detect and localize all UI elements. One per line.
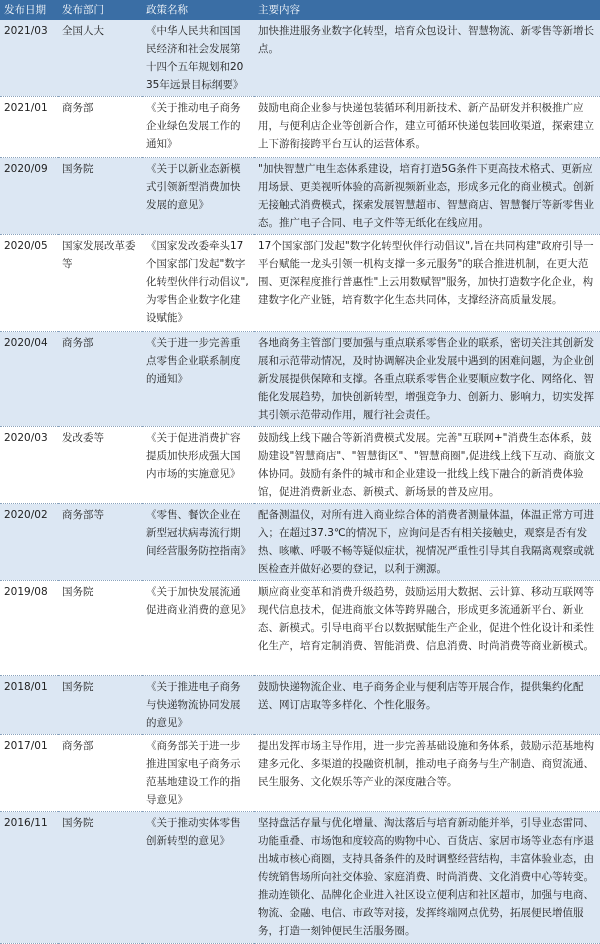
cell-date: 2020/02 — [0, 504, 58, 581]
cell-date: 2019/08 — [0, 581, 58, 676]
header-content: 主要内容 — [254, 0, 600, 20]
cell-date: 2020/05 — [0, 235, 58, 332]
cell-name: 《关于加快发展流通促进商业消费的意见》 — [142, 581, 254, 676]
table-row — [0, 735, 600, 812]
cell-name: 《关于以新业态新模式引领新型消费加快发展的意见》 — [142, 158, 254, 235]
table-row — [0, 332, 600, 427]
cell-date: 2020/03 — [0, 427, 58, 504]
cell-date: 2016/11 — [0, 812, 58, 944]
cell-name: 《关于推动电子商务企业绿色发展工作的通知》 — [142, 97, 254, 158]
cell-content: 坚持盘活存量与优化增量、淘汰落后与培育新动能并举，引导业态雷同、功能重叠、市场饱和度较高的购物中心、百货店、家居市场等业态有序退出城市核心商圈，支持具备条件的及时调整经营结构，丰富体验业态，由传统销售场所向社交体验、家庭消费、时尚消费、文化消费中心等转变。推动连锁化、品牌化企业进入社区设立便利店和社区超市，加强与电商、物流、金融、电信、市政等对接，发挥终端网点优势，拓展便民增值服务，打造一刻钟便民生活服务圈。 — [254, 812, 600, 944]
table-row — [0, 235, 600, 332]
cell-dept: 全国人大 — [58, 20, 142, 97]
cell-date: 2021/03 — [0, 20, 58, 97]
cell-dept: 发改委等 — [58, 427, 142, 504]
table-row — [0, 97, 600, 158]
cell-content: 鼓励快递物流企业、电子商务企业与便利店等开展合作，提供集约化配送、网订店取等多样化、个性化服务。 — [254, 676, 600, 735]
cell-content: 鼓励线上线下融合等新消费模式发展。完善"互联网+"消费生态体系，鼓励建设"智慧商店"、"智慧街区"、"智慧商圈",促进线上线下互动、商旅文体协同。鼓励有条件的城市和企业建设一批线上线下融合的新消费体验馆，促进消费新业态、新模式、新场景的普及应用。 — [254, 427, 600, 504]
cell-dept: 国务院 — [58, 158, 142, 235]
table-row — [0, 581, 600, 676]
cell-name: 《关于推进电子商务与快递物流协同发展的意见》 — [142, 676, 254, 735]
cell-content: 各地商务主管部门要加强与重点联系零售企业的联系，密切关注其创新发展和示范带动情况，及时协调解决企业发展中遇到的困难问题，为企业创新发展提供保障和支撑。各重点联系零售企业要顺应数字化、网络化、智能化发展趋势，加快创新转型，增强竞争力、创新力、影响力，切实发挥其引领示范带动作用，履行社会责任。 — [254, 332, 600, 427]
cell-dept: 国务院 — [58, 812, 142, 944]
cell-dept: 商务部 — [58, 735, 142, 812]
cell-dept: 国务院 — [58, 676, 142, 735]
cell-content: "加快智慧广电生态体系建设，培育打造5G条件下更高技术格式、更新应用场景、更美视听体验的高新视频新业态，形成多元化的商业模式。创新无接触式消费模式，探索发展智慧超市、智慧商店、智慧餐厅等新零售业态。推广电子合同、电子文件等无纸化在线应用。 — [254, 158, 600, 235]
cell-date: 2017/01 — [0, 735, 58, 812]
cell-dept: 国家发展改革委等 — [58, 235, 142, 332]
table-header-row — [0, 0, 600, 20]
cell-content: 鼓励电商企业参与快递包装循环利用新技术、新产品研发并积极推广应用，与便利店企业等创新合作，建立可循环快递包装回收渠道，探索建立上下游衔接跨平台互认的运营体系。 — [254, 97, 600, 158]
cell-content: 17个国家部门发起"数字化转型伙伴行动倡议",旨在共同构建"政府引导一平台赋能一龙头引领一机构支撑一多元服务"的联合推进机制，在更大范围、更深程度推行普惠性"上云用数赋智"服务，加快打造数字化企业，构建数字化产业链，培育数字化生态共同体，支撑经济高质量发展。 — [254, 235, 600, 332]
header-dept: 发布部门 — [58, 0, 142, 20]
header-name: 政策名称 — [142, 0, 254, 20]
cell-content: 加快推进服务业数字化转型，培育众包设计、智慧物流、新零售等新增长点。 — [254, 20, 600, 97]
cell-name: 《国家发改委牵头17个国家部门发起"数字化转型伙伴行动倡议",为零售企业数字化建设赋能》 — [142, 235, 254, 332]
cell-content: 顺应商业变革和消费升级趋势，鼓励运用大数据、云计算、移动互联网等现代信息技术，促进商旅文体等跨界融合，形成更多流通新平台、新业态、新模式。引导电商平台以数据赋能生产企业，促进个性化设计和柔性化生产，培育定制消费、智能消费、信息消费、时尚消费等商业新模式。 — [254, 581, 600, 676]
cell-name: 《零售、餐饮企业在新型冠状病毒流行期间经营服务防控指南》 — [142, 504, 254, 581]
table-row — [0, 812, 600, 944]
cell-name: 《关于推动实体零售创新转型的意见》 — [142, 812, 254, 944]
cell-dept: 商务部 — [58, 332, 142, 427]
table-row — [0, 427, 600, 504]
cell-dept: 商务部 — [58, 97, 142, 158]
cell-date: 2020/04 — [0, 332, 58, 427]
table-row — [0, 504, 600, 581]
cell-dept: 商务部等 — [58, 504, 142, 581]
cell-date: 2018/01 — [0, 676, 58, 735]
cell-name: 《关于促进消费扩容提质加快形成强大国内市场的实施意见》 — [142, 427, 254, 504]
cell-date: 2020/09 — [0, 158, 58, 235]
cell-content: 提出发挥市场主导作用，进一步完善基础设施和务体系，鼓励示范基地构建多元化、多渠道的投融资机制，推动电子商务与生产制造、商贸流通、民生服务、文化娱乐等产业的深度融合等。 — [254, 735, 600, 812]
table-row — [0, 20, 600, 97]
table-row — [0, 158, 600, 235]
cell-content: 配备测温仪，对所有进入商业综合体的消费者测量体温，体温正常方可进入；在超过37.3℃的情况下，应询问是否有相关接触史，观察是否有发热、咳嗽、呼吸不畅等疑似症状，视情况严重性引导其自我隔离观察或就医检查并做好必要的登记，以利于溯源。 — [254, 504, 600, 581]
cell-name: 《商务部关于进一步推进国家电子商务示范基地建设工作的指导意见》 — [142, 735, 254, 812]
table-row — [0, 676, 600, 735]
cell-name: 《关于进一步完善重点零售企业联系制度的通知》 — [142, 332, 254, 427]
cell-name: 《中华人民共和国国民经济和社会发展第十四个五年规划和2035年远景目标纲要》 — [142, 20, 254, 97]
cell-dept: 国务院 — [58, 581, 142, 676]
header-date: 发布日期 — [0, 0, 58, 20]
cell-date: 2021/01 — [0, 97, 58, 158]
